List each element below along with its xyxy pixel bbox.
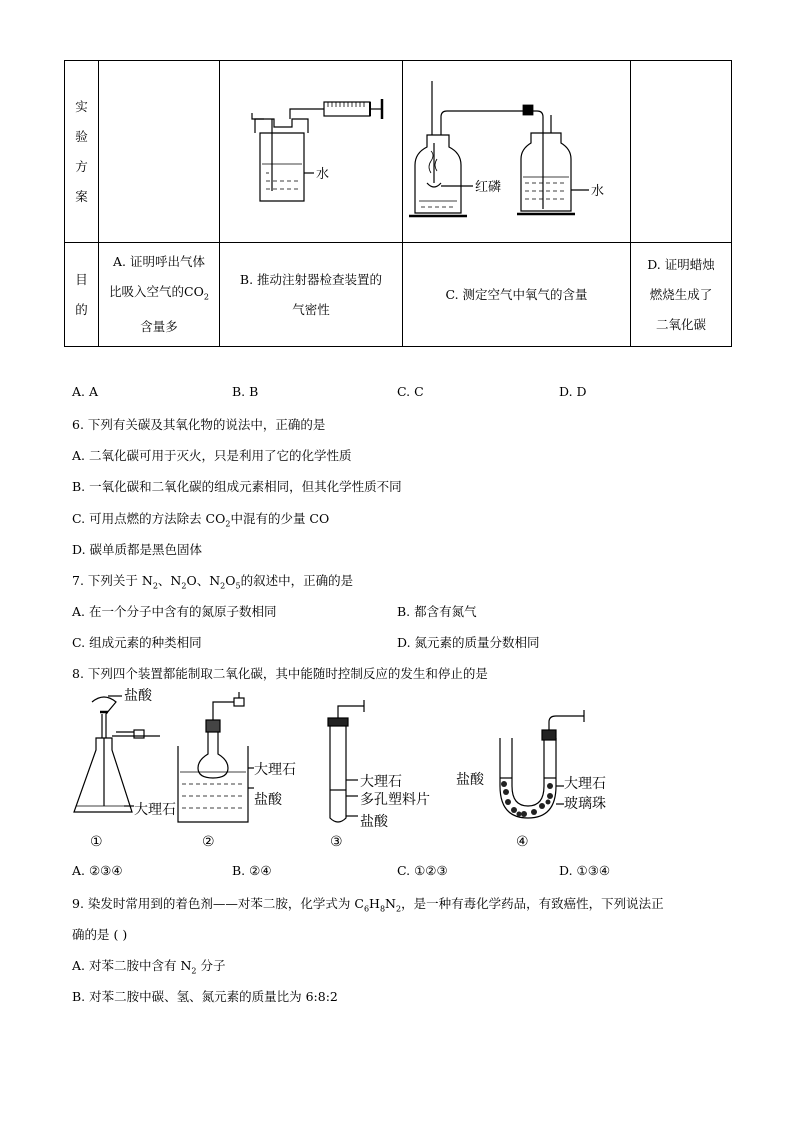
q6-option-c[interactable]: C. 可用点燃的方法除去 $CO_2$中混有的少量 CO	[72, 511, 330, 529]
label-marble-1: 大理石	[134, 802, 176, 818]
q5-option-d[interactable]: D. D	[559, 384, 587, 399]
apparatus-number-2: ②	[202, 834, 215, 850]
water-label-c: 水	[591, 184, 605, 199]
q8-option-d[interactable]: D. ①③④	[559, 863, 611, 878]
scheme-a-cell	[99, 61, 220, 243]
q7-option-d[interactable]: D. 氮元素的质量分数相同	[397, 635, 540, 650]
water-label-b: 水	[316, 167, 330, 182]
experiment-table	[64, 60, 732, 347]
apparatus-number-3: ③	[330, 834, 343, 850]
apparatus-number-1: ①	[90, 834, 103, 850]
purpose-a: A. 证明呼出气体 比吸入空气的$CO_2$ 含量多	[99, 243, 220, 347]
scheme-b-cell	[220, 61, 403, 243]
q8-option-a[interactable]: A. ②③④	[72, 863, 123, 878]
row-header-scheme: 实 验 方 案	[65, 61, 99, 243]
label-hcl-2: 盐酸	[254, 792, 282, 808]
q7-option-b[interactable]: B. 都含有氮气	[397, 604, 477, 619]
syringe-apparatus-diagram	[220, 61, 403, 239]
apparatus-number-4: ④	[516, 834, 529, 850]
label-hcl-4: 盐酸	[456, 772, 484, 788]
q9-stem-line1: 9. 染发时常用到的着色剂——对苯二胺，化学式为 $C_6H_8N_2$，是一种有毒化学药品，有致癌性，下列说法正	[72, 896, 664, 914]
q9-option-b[interactable]: B. 对苯二胺中碳、氢、氮元素的质量比为 6:8:2	[72, 989, 338, 1004]
purpose-d: D. 证明蜡烛 燃烧生成了 二氧化碳	[631, 243, 732, 347]
q9-stem-line2: 确的是 ( )	[72, 927, 128, 942]
co2-apparatus-diagrams	[64, 688, 664, 856]
oxygen-measurement-diagram	[403, 61, 631, 239]
row-header-purpose: 目 的	[65, 243, 99, 347]
q7-option-a[interactable]: A. 在一个分子中含有的氮原子数相同	[72, 604, 277, 619]
purpose-c: C. 测定空气中氧气的含量	[403, 243, 631, 347]
q7-option-c[interactable]: C. 组成元素的种类相同	[72, 635, 202, 650]
scheme-c-cell	[403, 61, 631, 243]
q8-option-c[interactable]: C. ①②③	[397, 863, 448, 878]
q6-stem: 6. 下列有关碳及其氧化物的说法中，正确的是	[72, 417, 326, 432]
label-hcl-1: 盐酸	[124, 688, 152, 704]
purpose-b: B. 推动注射器检查装置的 气密性	[220, 243, 403, 347]
q8-stem: 8. 下列四个装置都能制取二氧化碳，其中能随时控制反应的发生和停止的是	[72, 666, 488, 681]
label-glass-beads: 玻璃珠	[564, 796, 606, 812]
label-marble-3: 大理石	[360, 774, 402, 790]
label-marble-4: 大理石	[564, 776, 606, 792]
label-hcl-3: 盐酸	[360, 814, 388, 830]
label-marble-2: 大理石	[254, 762, 296, 778]
label-porous-plastic: 多孔塑料片	[360, 792, 430, 808]
q6-option-d[interactable]: D. 碳单质都是黑色固体	[72, 542, 203, 557]
q5-option-b[interactable]: B. B	[232, 384, 259, 399]
phosphorus-label: 红磷	[475, 180, 502, 195]
q8-option-b[interactable]: B. ②④	[232, 863, 272, 878]
q6-option-a[interactable]: A. 二氧化碳可用于灭火，只是利用了它的化学性质	[72, 448, 352, 463]
q9-option-a[interactable]: A. 对苯二胺中含有 $N_2$ 分子	[72, 958, 226, 976]
q7-stem: 7. 下列关于 $N_2$、$N_2O$、$N_2O_5$的叙述中，正确的是	[72, 573, 354, 591]
q5-option-a[interactable]: A. A	[72, 384, 99, 399]
scheme-d-cell	[631, 61, 732, 243]
q5-option-c[interactable]: C. C	[397, 384, 424, 399]
q6-option-b[interactable]: B. 一氧化碳和二氧化碳的组成元素相同，但其化学性质不同	[72, 479, 402, 494]
